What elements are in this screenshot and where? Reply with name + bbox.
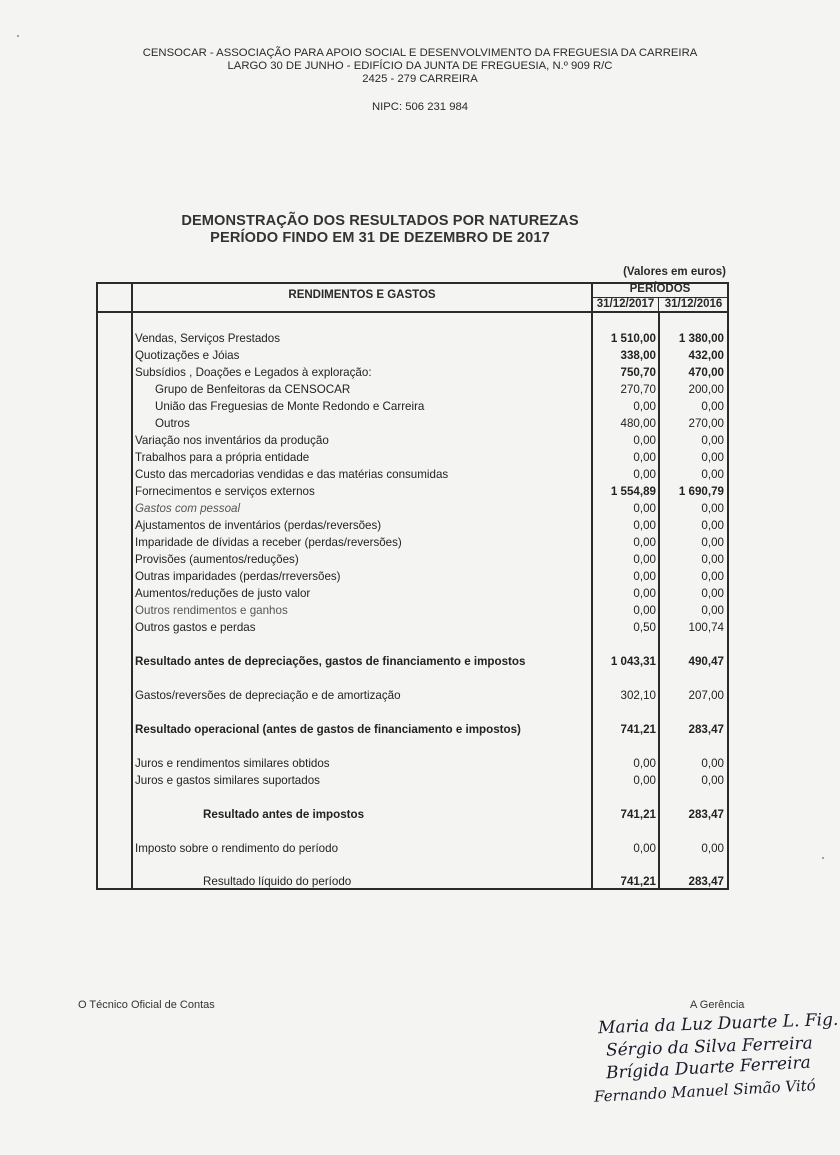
row-value-2016: 207,00 (688, 689, 724, 702)
table-row (133, 551, 727, 568)
table-row (133, 687, 727, 704)
table-divider-period-header (658, 297, 659, 311)
scan-speck (17, 35, 19, 37)
signature: Fernando Manuel Simão Vitó (593, 1076, 817, 1106)
row-label: Imparidade de dívidas a receber (perdas/reversões) (135, 536, 402, 549)
row-label: Resultado antes de depreciações, gastos de financiamento e impostos (135, 655, 526, 668)
row-value-2017: 302,10 (620, 689, 656, 702)
table-row-subtotal (133, 806, 727, 823)
table-row (133, 466, 727, 483)
row-value-2017: 0,00 (633, 774, 656, 787)
row-label: Custo das mercadorias vendidas e das matérias consumidas (135, 468, 449, 481)
row-value-2017: 338,00 (620, 349, 656, 362)
row-value-2016: 0,00 (701, 434, 724, 447)
table-row (133, 398, 727, 415)
table-row-subtotal (133, 653, 727, 670)
column-header-rendimentos-gastos: RENDIMENTOS E GASTOS (288, 289, 436, 301)
row-value-2017: 0,00 (633, 570, 656, 583)
row-value-2016: 283,47 (688, 808, 724, 821)
signature: Maria da Luz Duarte L. Fig. (597, 1009, 839, 1039)
row-value-2017: 270,70 (620, 383, 656, 396)
row-value-2016: 0,00 (701, 519, 724, 532)
row-value-2016: 0,00 (701, 842, 724, 855)
table-border-right (727, 282, 729, 890)
org-address: LARGO 30 DE JUNHO - EDIFÍCIO DA JUNTA DE FREGUESIA, N.º 909 R/C (227, 60, 613, 72)
row-label: Outros (155, 417, 190, 430)
row-value-2016: 270,00 (688, 417, 724, 430)
row-label: Resultado líquido do período (203, 875, 352, 888)
row-label: Resultado antes de impostos (203, 808, 365, 821)
row-value-2016: 0,00 (701, 451, 724, 464)
row-value-2016: 0,00 (701, 774, 724, 787)
document-subtitle: PERÍODO FINDO EM 31 DE DEZEMBRO DE 2017 (210, 230, 550, 246)
row-value-2017: 0,00 (633, 536, 656, 549)
document-title: DEMONSTRAÇÃO DOS RESULTADOS POR NATUREZAS (181, 213, 579, 229)
table-row (133, 381, 727, 398)
row-label: Variação nos inventários da produção (135, 434, 329, 447)
units-note: (Valores em euros) (623, 266, 726, 278)
accountant-label: O Técnico Oficial de Contas (78, 999, 215, 1011)
row-value-2017: 0,00 (633, 757, 656, 770)
table-row (133, 330, 727, 347)
row-value-2017: 0,00 (633, 519, 656, 532)
org-postal-code: 2425 - 279 CARREIRA (362, 73, 478, 85)
row-label: Juros e gastos similares suportados (135, 774, 320, 787)
column-header-2016: 31/12/2016 (664, 298, 723, 310)
org-name: CENSOCAR - ASSOCIAÇÃO PARA APOIO SOCIAL E DESENVOLVIMENTO DA FREGUESIA DA CARREIRA (142, 47, 698, 59)
table-row (133, 364, 727, 381)
row-value-2017: 750,70 (620, 366, 656, 379)
row-value-2017: 0,00 (633, 400, 656, 413)
row-value-2017: 0,00 (633, 842, 656, 855)
row-label: Gastos com pessoal (135, 502, 241, 515)
row-value-2016: 283,47 (688, 875, 724, 888)
row-value-2016: 1 380,00 (678, 332, 724, 345)
row-value-2017: 1 510,00 (610, 332, 656, 345)
row-label: Vendas, Serviços Prestados (135, 332, 281, 345)
table-border-left (96, 282, 98, 890)
row-value-2017: 741,21 (620, 875, 656, 888)
row-value-2017: 0,00 (633, 434, 656, 447)
row-value-2016: 0,00 (701, 536, 724, 549)
table-row (133, 517, 727, 534)
table-row (133, 840, 727, 857)
scan-speck (822, 857, 824, 859)
table-row (133, 432, 727, 449)
row-label: Gastos/reversões de depreciação e de amortização (135, 689, 401, 702)
row-value-2017: 0,00 (633, 468, 656, 481)
row-label: Juros e rendimentos similares obtidos (135, 757, 330, 770)
row-label: Aumentos/reduções de justo valor (135, 587, 311, 600)
row-value-2017: 480,00 (620, 417, 656, 430)
row-label: Provisões (aumentos/reduções) (135, 553, 299, 566)
row-value-2017: 0,00 (633, 502, 656, 515)
row-value-2016: 200,00 (688, 383, 724, 396)
table-row (133, 449, 727, 466)
row-label: União das Freguesias de Monte Redondo e Carreira (155, 400, 425, 413)
row-label: Subsídios , Doações e Legados à exploração: (135, 366, 372, 379)
row-label: Outros gastos e perdas (135, 621, 256, 634)
row-value-2017: 0,50 (633, 621, 656, 634)
column-header-periods: PERÍODOS (629, 283, 691, 295)
row-value-2016: 0,00 (701, 553, 724, 566)
row-value-2016: 1 690,79 (678, 485, 724, 498)
row-value-2016: 100,74 (688, 621, 724, 634)
row-value-2017: 0,00 (633, 604, 656, 617)
row-value-2017: 741,21 (620, 723, 656, 736)
row-label: Resultado operacional (antes de gastos de financiamento e impostos) (135, 723, 521, 736)
row-value-2016: 432,00 (688, 349, 724, 362)
table-row-subtotal (133, 721, 727, 738)
column-header-2017: 31/12/2017 (596, 298, 655, 310)
row-label: Outros rendimentos e ganhos (135, 604, 288, 617)
row-value-2016: 490,47 (688, 655, 724, 668)
row-value-2017: 1 043,31 (610, 655, 656, 668)
row-label: Grupo de Benfeitoras da CENSOCAR (155, 383, 351, 396)
table-row (133, 500, 727, 517)
row-label: Outras imparidades (perdas/rreversões) (135, 570, 341, 583)
table-row (133, 772, 727, 789)
table-row (133, 483, 727, 500)
table-row (133, 347, 727, 364)
row-value-2016: 0,00 (701, 502, 724, 515)
row-value-2017: 0,00 (633, 553, 656, 566)
row-value-2016: 0,00 (701, 604, 724, 617)
table-header-bottom (96, 311, 728, 313)
row-value-2016: 283,47 (688, 723, 724, 736)
row-value-2016: 0,00 (701, 757, 724, 770)
row-value-2017: 0,00 (633, 451, 656, 464)
row-label: Imposto sobre o rendimento do período (135, 842, 339, 855)
row-value-2017: 741,21 (620, 808, 656, 821)
row-value-2016: 470,00 (688, 366, 724, 379)
row-value-2016: 0,00 (701, 468, 724, 481)
row-value-2017: 1 554,89 (610, 485, 656, 498)
table-row (133, 568, 727, 585)
row-value-2016: 0,00 (701, 587, 724, 600)
row-label: Quotizações e Jóias (135, 349, 240, 362)
signature: Sérgio da Silva Ferreira (605, 1033, 814, 1061)
row-label: Fornecimentos e serviços externos (135, 485, 315, 498)
table-row (133, 585, 727, 602)
table-row-total (133, 873, 727, 890)
table-row (133, 619, 727, 636)
row-label: Ajustamentos de inventários (perdas/reversões) (135, 519, 382, 532)
signature: Brígida Duarte Ferreira (605, 1052, 812, 1084)
row-value-2016: 0,00 (701, 570, 724, 583)
table-row (133, 534, 727, 551)
row-value-2017: 0,00 (633, 587, 656, 600)
org-nipc: NIPC: 506 231 984 (371, 101, 469, 113)
table-row (133, 415, 727, 432)
table-row (133, 755, 727, 772)
table-row (133, 602, 727, 619)
row-label: Trabalhos para a própria entidade (135, 451, 310, 464)
row-value-2016: 0,00 (701, 400, 724, 413)
management-label: A Gerência (690, 999, 745, 1011)
